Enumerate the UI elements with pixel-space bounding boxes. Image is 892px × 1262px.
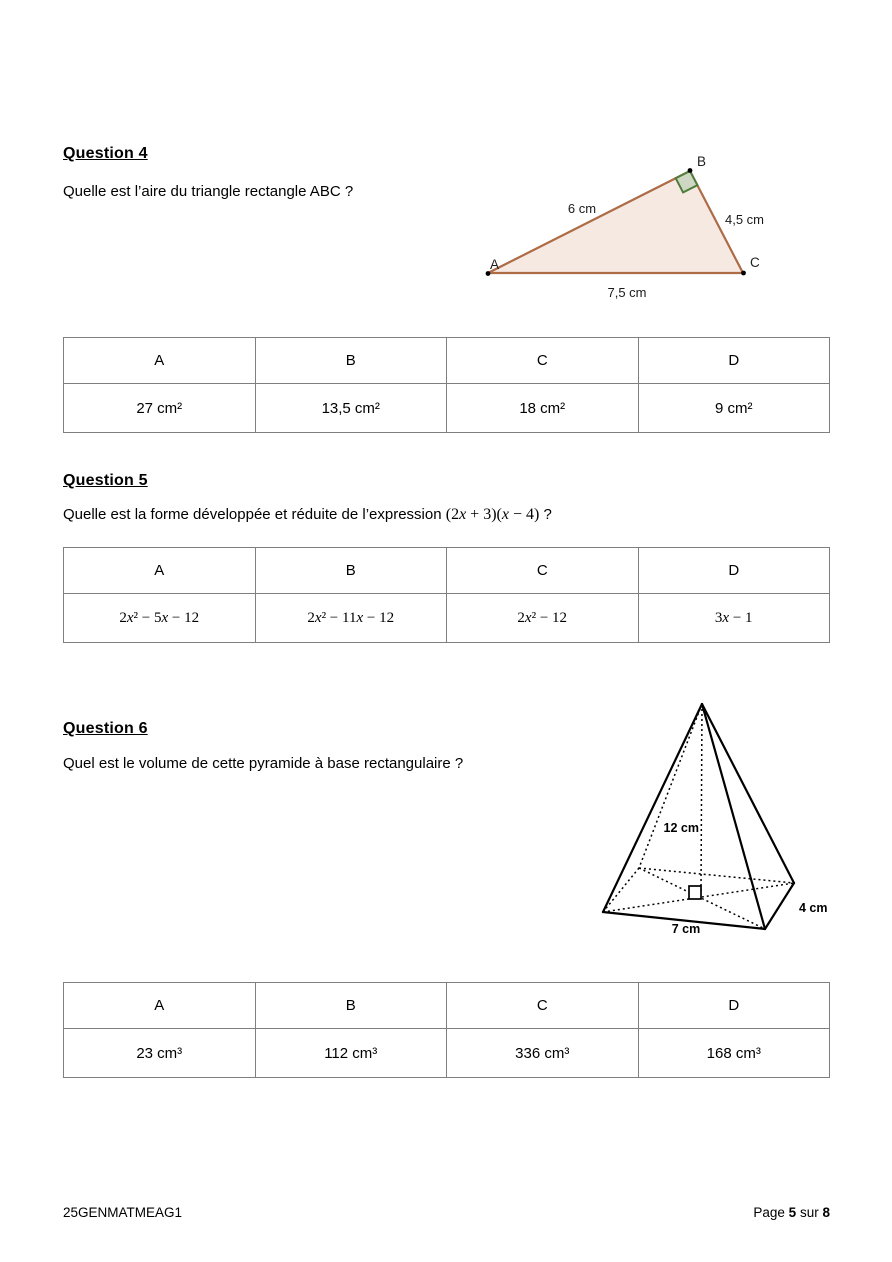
answer-header-b: B: [255, 338, 447, 384]
vertex-label-a: A: [490, 257, 500, 272]
answer-header-row: [64, 983, 830, 1029]
answer-value-a: 2x² − 5x − 12: [64, 594, 256, 643]
answer-value-row: [64, 1029, 830, 1078]
answer-value-b: 13,5 cm²: [255, 384, 447, 433]
pyramid-edge-apex-front: [702, 704, 765, 929]
question-5-title: Question 5: [63, 472, 148, 489]
answer-value-c: 336 cm³: [447, 1029, 639, 1078]
side-label-ac: 7,5 cm: [607, 285, 647, 300]
pyramid-right-angle-marker: [689, 886, 701, 899]
pyramid-hidden-edge-back-right: [639, 868, 794, 883]
side-label-bc: 4,5 cm: [725, 212, 765, 227]
pyramid-edge-apex-right: [702, 704, 794, 883]
answer-header-b: B: [255, 548, 447, 594]
page-word: Page: [753, 1205, 785, 1220]
answer-header-a: A: [64, 548, 256, 594]
answer-header-d: D: [638, 338, 830, 384]
answer-value-a: 23 cm³: [64, 1029, 256, 1078]
answer-value-d: 9 cm²: [638, 384, 830, 433]
answer-header-c: C: [447, 338, 639, 384]
rectangular-pyramid-figure: [575, 690, 830, 950]
question-5-prompt: [63, 506, 552, 524]
pyramid-height-label: 12 cm: [663, 821, 699, 835]
answer-header-c: C: [447, 548, 639, 594]
answer-header-d: D: [638, 548, 830, 594]
pyramid-edge-apex-left: [603, 704, 702, 912]
vertex-label-c: C: [750, 255, 760, 270]
answer-value-a: 27 cm²: [64, 384, 256, 433]
answer-header-c: C: [447, 983, 639, 1029]
answer-header-a: A: [64, 338, 256, 384]
answer-value-b: 2x² − 11x − 12: [255, 594, 447, 643]
question-4-prompt: Quelle est l’aire du triangle rectangle ABC ?: [63, 183, 354, 200]
side-label-ab: 6 cm: [567, 201, 597, 216]
question-6-prompt: Quel est le volume de cette pyramide à base rectangulaire ?: [63, 755, 464, 772]
question-4-title: Question 4: [63, 145, 148, 162]
right-triangle-figure: [470, 145, 815, 310]
vertex-label-b: B: [697, 154, 707, 169]
answer-header-a: A: [64, 983, 256, 1029]
answer-header-row: [64, 548, 830, 594]
answer-header-row: [64, 338, 830, 384]
vertex-dot-B: [688, 168, 693, 173]
answer-header-b: B: [255, 983, 447, 1029]
answer-value-c: 2x² − 12: [447, 594, 639, 643]
pyramid-hidden-edge-apex-back: [639, 704, 702, 868]
question-4-answers-table: [63, 337, 830, 433]
question-6-title: Question 6: [63, 720, 148, 737]
answer-value-b: 112 cm³: [255, 1029, 447, 1078]
answer-value-row: [64, 594, 830, 643]
triangle-shape: [488, 171, 743, 273]
answer-value-d: 3x − 1: [638, 594, 830, 643]
answer-value-d: 168 cm³: [638, 1029, 830, 1078]
question-5-expression: (2x + 3)(x − 4): [445, 506, 540, 523]
answer-value-row: [64, 384, 830, 433]
question-5-prompt-text: Quelle est la forme développée et réduite de l’expression: [63, 506, 442, 523]
pyramid-height-line: [701, 704, 702, 893]
total-pages: 8: [822, 1205, 830, 1220]
question-6-answers-table: [63, 982, 830, 1078]
vertex-dot-C: [741, 271, 746, 276]
page-indicator: [753, 1205, 830, 1220]
pyramid-length-label: 7 cm: [671, 922, 701, 936]
page-separator-word: sur: [799, 1205, 819, 1220]
pyramid-base-diagonal-2: [639, 868, 765, 929]
document-code: 25GENMATMEAG1: [63, 1205, 183, 1220]
question-5-prompt-suffix: ?: [543, 506, 552, 523]
answer-header-d: D: [638, 983, 830, 1029]
question-5-answers-table: [63, 547, 830, 643]
pyramid-width-label: 4 cm: [799, 901, 828, 915]
answer-value-c: 18 cm²: [447, 384, 639, 433]
page-number: 5: [788, 1205, 797, 1220]
pyramid-base-side-edge: [765, 883, 794, 929]
